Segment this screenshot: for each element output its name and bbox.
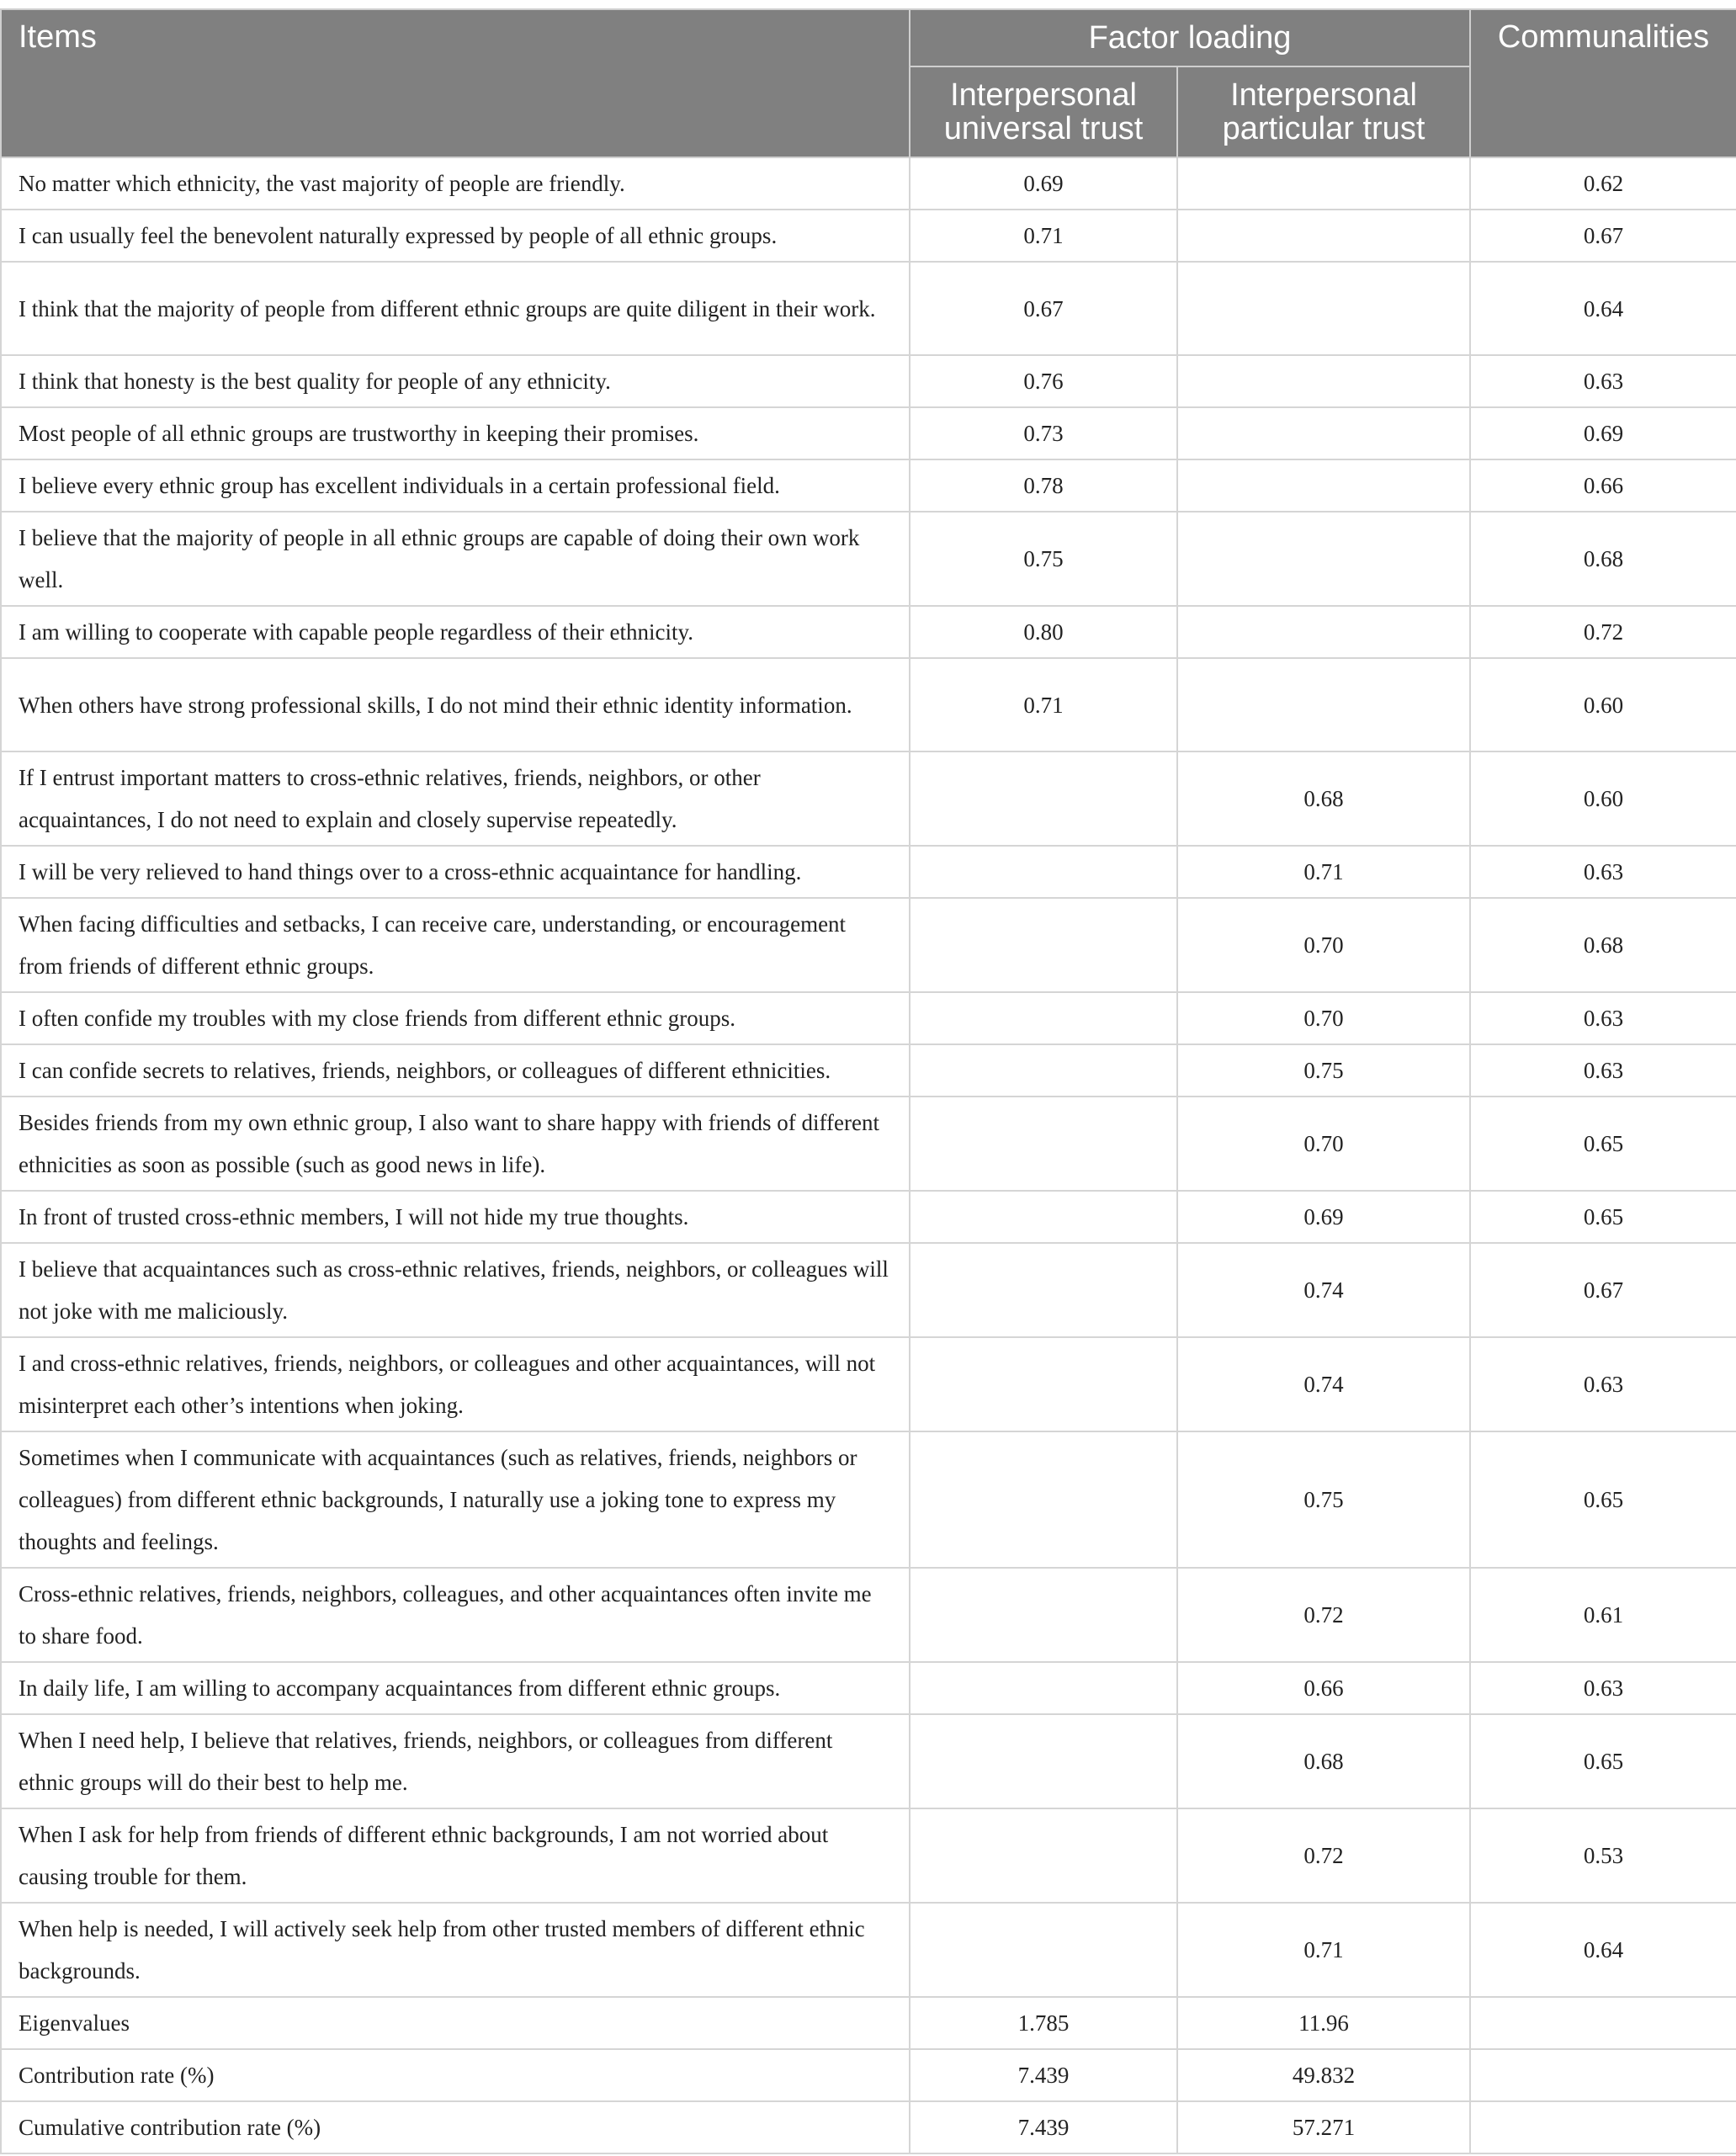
table-row [1, 512, 1736, 606]
table-row [1, 1903, 1736, 1997]
table-row [1, 262, 1736, 355]
item-text: I can usually feel the benevolent naturally expressed by people of all ethnic groups. [1, 210, 910, 262]
table-row [1, 1714, 1736, 1808]
universal-loading [910, 992, 1177, 1044]
particular-loading: 0.69 [1177, 1191, 1470, 1243]
item-text: I believe every ethnic group has excellent individuals in a certain professional field. [1, 459, 910, 512]
universal-contribution: 7.439 [910, 2049, 1177, 2101]
item-text: I think that honesty is the best quality for people of any ethnicity. [1, 355, 910, 407]
item-text: I believe that acquaintances such as cross-ethnic relatives, friends, neighbors, or colleagues will not joke with me maliciously. [1, 1243, 910, 1337]
particular-cumulative: 57.271 [1177, 2101, 1470, 2153]
item-text: I often confide my troubles with my close friends from different ethnic groups. [1, 992, 910, 1044]
particular-loading: 0.74 [1177, 1243, 1470, 1337]
particular-loading: 0.75 [1177, 1431, 1470, 1568]
communality-value [1470, 2101, 1736, 2153]
item-text: Most people of all ethnic groups are trustworthy in keeping their promises. [1, 407, 910, 459]
particular-loading [1177, 512, 1470, 606]
particular-trust-column-header: Interpersonal particular trust [1177, 66, 1470, 157]
universal-loading [910, 1431, 1177, 1568]
table-row [1, 846, 1736, 898]
item-text: Eigenvalues [1, 1997, 910, 2049]
communality-value: 0.65 [1470, 1714, 1736, 1808]
universal-loading [910, 1243, 1177, 1337]
table-row [1, 1097, 1736, 1191]
table-row [1, 1808, 1736, 1903]
particular-loading [1177, 355, 1470, 407]
table-header [1, 9, 1736, 157]
factor-loading-table [0, 8, 1736, 2154]
table-row [1, 157, 1736, 210]
communality-value: 0.68 [1470, 512, 1736, 606]
communality-value: 0.64 [1470, 1903, 1736, 1997]
particular-loading: 0.70 [1177, 898, 1470, 992]
items-column-header: Items [1, 9, 910, 157]
universal-loading [910, 1714, 1177, 1808]
item-text: Contribution rate (%) [1, 2049, 910, 2101]
particular-loading: 0.70 [1177, 1097, 1470, 1191]
communality-value: 0.63 [1470, 846, 1736, 898]
communality-value: 0.66 [1470, 459, 1736, 512]
universal-loading [910, 1044, 1177, 1097]
communality-value: 0.69 [1470, 407, 1736, 459]
item-text: Sometimes when I communicate with acquaintances (such as relatives, friends, neighbors or colleagues) from different ethnic backgrounds, I naturally use a joking tone to express my thoughts and feelings. [1, 1431, 910, 1568]
table-row [1, 1662, 1736, 1714]
universal-loading [910, 846, 1177, 898]
communality-value: 0.63 [1470, 992, 1736, 1044]
table-row [1, 407, 1736, 459]
universal-loading [910, 1808, 1177, 1903]
item-text: I believe that the majority of people in all ethnic groups are capable of doing their own work well. [1, 512, 910, 606]
communality-value: 0.63 [1470, 1662, 1736, 1714]
table-body [1, 157, 1736, 2153]
item-text: Cumulative contribution rate (%) [1, 2101, 910, 2153]
universal-loading [910, 1903, 1177, 1997]
particular-loading: 0.68 [1177, 751, 1470, 846]
particular-loading [1177, 606, 1470, 658]
item-text: I will be very relieved to hand things over to a cross-ethnic acquaintance for handling. [1, 846, 910, 898]
factor-loading-group-header: Factor loading [910, 9, 1470, 66]
table-row [1, 1568, 1736, 1662]
particular-loading: 0.74 [1177, 1337, 1470, 1431]
item-text: In daily life, I am willing to accompany acquaintances from different ethnic groups. [1, 1662, 910, 1714]
communality-value: 0.63 [1470, 355, 1736, 407]
item-text: When help is needed, I will actively seek help from other trusted members of different ethnic backgrounds. [1, 1903, 910, 1997]
communality-value: 0.62 [1470, 157, 1736, 210]
particular-loading: 0.72 [1177, 1808, 1470, 1903]
particular-loading: 0.66 [1177, 1662, 1470, 1714]
table-row [1, 1243, 1736, 1337]
universal-cumulative: 7.439 [910, 2101, 1177, 2153]
universal-loading: 0.80 [910, 606, 1177, 658]
item-text: When I need help, I believe that relatives, friends, neighbors, or colleagues from different ethnic groups will do their best to help me. [1, 1714, 910, 1808]
communality-value [1470, 1997, 1736, 2049]
universal-loading: 0.76 [910, 355, 1177, 407]
communality-value: 0.72 [1470, 606, 1736, 658]
table-row [1, 1044, 1736, 1097]
particular-loading [1177, 157, 1470, 210]
universal-loading [910, 1191, 1177, 1243]
table-row [1, 210, 1736, 262]
universal-loading [910, 898, 1177, 992]
table-row [1, 992, 1736, 1044]
universal-loading: 0.73 [910, 407, 1177, 459]
header-row-top [1, 9, 1736, 66]
table-row [1, 898, 1736, 992]
item-text: Cross-ethnic relatives, friends, neighbors, colleagues, and other acquaintances often invite me to share food. [1, 1568, 910, 1662]
communality-value: 0.67 [1470, 1243, 1736, 1337]
item-text: If I entrust important matters to cross-ethnic relatives, friends, neighbors, or other acquaintances, I do not need to explain and closely supervise repeatedly. [1, 751, 910, 846]
factor-loading-table-container [0, 8, 1736, 2154]
table-row [1, 1431, 1736, 1568]
universal-loading: 0.71 [910, 210, 1177, 262]
particular-loading [1177, 407, 1470, 459]
communality-value: 0.68 [1470, 898, 1736, 992]
universal-loading: 0.67 [910, 262, 1177, 355]
particular-loading: 0.70 [1177, 992, 1470, 1044]
communality-value: 0.64 [1470, 262, 1736, 355]
universal-loading: 0.71 [910, 658, 1177, 751]
communality-value: 0.60 [1470, 751, 1736, 846]
table-row [1, 355, 1736, 407]
item-text: When others have strong professional skills, I do not mind their ethnic identity information. [1, 658, 910, 751]
table-row [1, 1337, 1736, 1431]
item-text: I think that the majority of people from different ethnic groups are quite diligent in their work. [1, 262, 910, 355]
particular-contribution: 49.832 [1177, 2049, 1470, 2101]
table-row [1, 751, 1736, 846]
contribution-rate-row [1, 2049, 1736, 2101]
universal-loading [910, 1097, 1177, 1191]
table-row [1, 606, 1736, 658]
communalities-column-header: Communalities [1470, 9, 1736, 157]
item-text: In front of trusted cross-ethnic members, I will not hide my true thoughts. [1, 1191, 910, 1243]
communality-value: 0.63 [1470, 1337, 1736, 1431]
particular-loading [1177, 459, 1470, 512]
communality-value: 0.65 [1470, 1191, 1736, 1243]
universal-eigenvalue: 1.785 [910, 1997, 1177, 2049]
item-text: I can confide secrets to relatives, friends, neighbors, or colleagues of different ethnicities. [1, 1044, 910, 1097]
particular-loading: 0.68 [1177, 1714, 1470, 1808]
universal-loading [910, 1337, 1177, 1431]
universal-loading [910, 1662, 1177, 1714]
table-row [1, 658, 1736, 751]
cumulative-contribution-row [1, 2101, 1736, 2153]
table-row [1, 459, 1736, 512]
item-text: Besides friends from my own ethnic group, I also want to share happy with friends of different ethnicities as soon as possible (such as good news in life). [1, 1097, 910, 1191]
universal-loading [910, 751, 1177, 846]
item-text: No matter which ethnicity, the vast majority of people are friendly. [1, 157, 910, 210]
communality-value: 0.65 [1470, 1431, 1736, 1568]
communality-value: 0.61 [1470, 1568, 1736, 1662]
communality-value: 0.60 [1470, 658, 1736, 751]
eigenvalues-row [1, 1997, 1736, 2049]
communality-value [1470, 2049, 1736, 2101]
universal-loading: 0.75 [910, 512, 1177, 606]
communality-value: 0.63 [1470, 1044, 1736, 1097]
communality-value: 0.67 [1470, 210, 1736, 262]
particular-loading [1177, 210, 1470, 262]
item-text: I and cross-ethnic relatives, friends, neighbors, or colleagues and other acquaintances, will not misinterpret each other’s intentions when joking. [1, 1337, 910, 1431]
particular-loading: 0.75 [1177, 1044, 1470, 1097]
item-text: I am willing to cooperate with capable people regardless of their ethnicity. [1, 606, 910, 658]
item-text: When I ask for help from friends of different ethnic backgrounds, I am not worried about causing trouble for them. [1, 1808, 910, 1903]
particular-loading [1177, 658, 1470, 751]
universal-loading: 0.69 [910, 157, 1177, 210]
universal-trust-column-header: Interpersonal universal trust [910, 66, 1177, 157]
universal-loading [910, 1568, 1177, 1662]
particular-loading: 0.72 [1177, 1568, 1470, 1662]
particular-loading: 0.71 [1177, 846, 1470, 898]
particular-loading: 0.71 [1177, 1903, 1470, 1997]
particular-loading [1177, 262, 1470, 355]
table-row [1, 1191, 1736, 1243]
communality-value: 0.53 [1470, 1808, 1736, 1903]
item-text: When facing difficulties and setbacks, I can receive care, understanding, or encouragement from friends of different ethnic groups. [1, 898, 910, 992]
universal-loading: 0.78 [910, 459, 1177, 512]
communality-value: 0.65 [1470, 1097, 1736, 1191]
particular-eigenvalue: 11.96 [1177, 1997, 1470, 2049]
